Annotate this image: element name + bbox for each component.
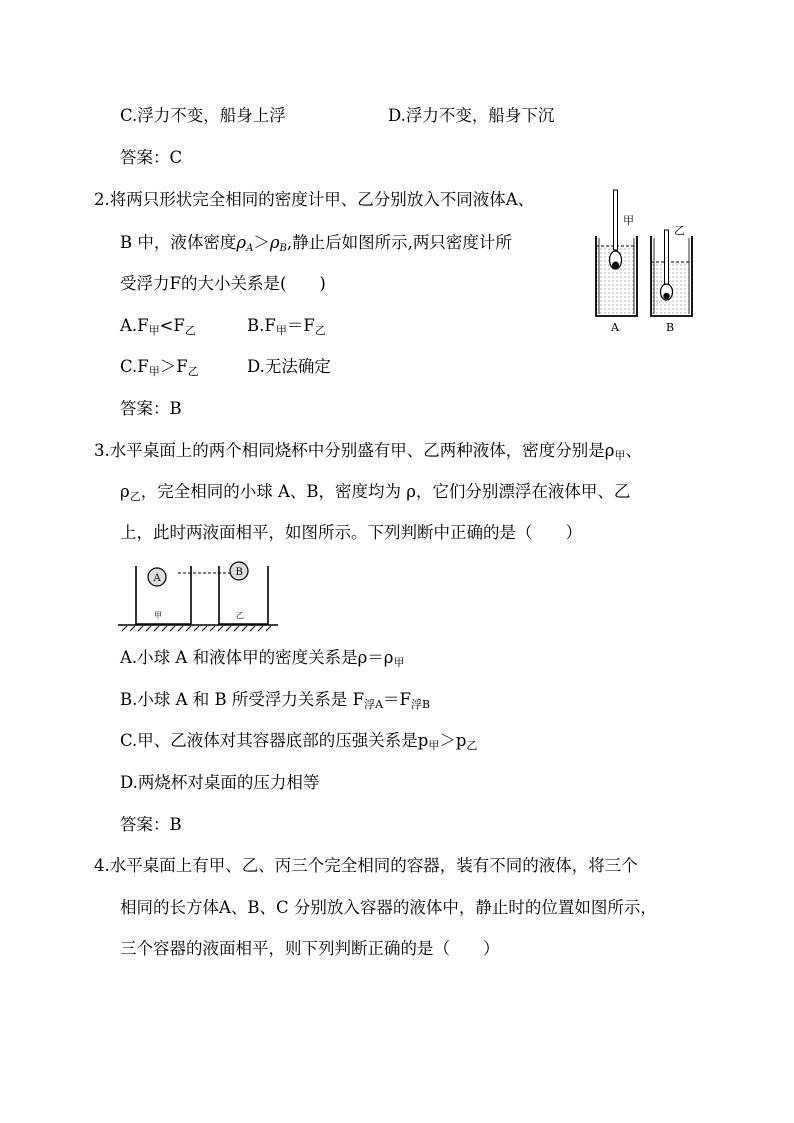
q2-stem-line2: B 中，液体密度ρA＞ρB,静止后如图所示,两只密度计所: [120, 233, 512, 254]
svg-text:A: A: [153, 573, 161, 584]
q3-option-b: B.小球 A 和 B 所受浮力关系是 $F_{浮A}=F_{浮B}$: [120, 690, 431, 711]
q4-stem-line3: 三个容器的液面相平，则下列判断正确的是（ ）: [120, 939, 500, 958]
hydrometer-jia: [610, 190, 622, 269]
q3-option-c: C.甲、乙液体对其容器底部的压强关系是$p_甲>p_乙$: [120, 731, 478, 752]
q3-answer: 答案：B: [120, 815, 182, 834]
q2-label-jia: 甲: [623, 214, 634, 227]
q2-option-d: D.无法确定: [247, 357, 331, 376]
ball-b: [230, 562, 248, 580]
q3-option-a: A.小球 A 和液体甲的密度关系是$\rho=\rho_甲$: [120, 648, 405, 669]
q2-option-b: $B.F_甲=F_乙$: [247, 316, 326, 337]
q1-answer: 答案：C: [120, 148, 183, 167]
beaker-b: [651, 236, 692, 316]
svg-text:B: B: [235, 567, 243, 578]
q1-option-c: C.浮力不变，船身上浮: [120, 106, 286, 125]
q3-option-d: D.两烧杯对桌面的压力相等: [120, 773, 320, 792]
q2-option-c: $C.F_甲>F_乙$: [120, 357, 199, 378]
q4-stem-line2: 相同的长方体A、B、C 分别放入容器的液体中，静止时的位置如图所示，: [120, 898, 657, 917]
q4-stem-line1: 4.水平桌面上有甲、乙、丙三个完全相同的容器，装有不同的液体，将三个: [94, 856, 638, 875]
q2-stem-line1: 2.将两只形状完全相同的密度计甲、乙分别放入不同液体A、: [94, 190, 535, 209]
q2-option-a: $A.F_甲<F_乙$: [120, 316, 196, 337]
q3-beakers-figure: [118, 558, 278, 632]
q2-label-b: B: [666, 321, 675, 334]
q3-stem-line3: 上，此时两液面相平，如图所示。下列判断中正确的是（ ）: [120, 523, 582, 542]
q3-label-jia: 甲: [154, 611, 162, 620]
table-surface: [118, 625, 278, 631]
q2-answer: 答案：B: [120, 399, 182, 418]
q2-stem-line3: 受浮力F的大小关系是( ): [120, 274, 326, 293]
ball-a: [148, 568, 166, 586]
q1-option-d: D.浮力不变，船身下沉: [388, 106, 555, 125]
q3-label-yi: 乙: [236, 611, 244, 620]
q3-stem-line1: 3.水平桌面上的两个相同烧杯中分别盛有甲、乙两种液体，密度分别是$\rho_甲$、: [94, 441, 642, 462]
q2-hydrometer-figure: [592, 188, 708, 336]
q2-label-a: A: [611, 321, 619, 334]
q3-stem-line2: $\rho_乙$，完全相同的小球 A、B，密度均为 ρ，它们分别漂浮在液体甲、乙: [120, 482, 631, 503]
q2-label-yi: 乙: [674, 224, 685, 237]
